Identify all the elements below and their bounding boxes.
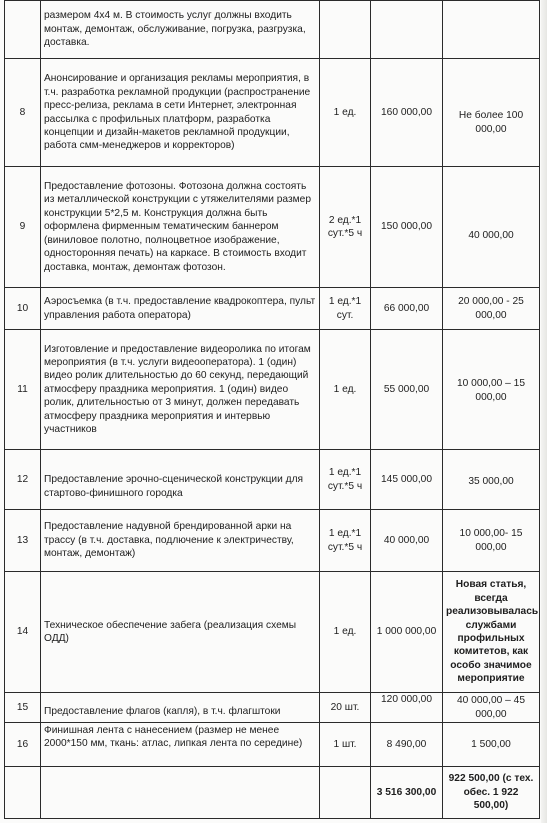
totals-row <box>5 767 540 819</box>
row-limit: Новая статья, всегда реализовывалась службами профильных комитетов, как особо значимое мероприятие <box>443 572 540 693</box>
row-quantity <box>320 1 371 59</box>
table-row <box>5 572 540 693</box>
row-price: 1 000 000,00 <box>371 572 443 693</box>
totals-empty-cell <box>320 767 371 819</box>
row-price: 55 000,00 <box>371 330 443 450</box>
row-number: 13 <box>5 510 41 572</box>
row-quantity: 20 шт. <box>320 693 371 723</box>
table-row <box>5 288 540 330</box>
row-description: Предоставление флагов (капля), в т.ч. флагштоки <box>41 693 320 723</box>
table-row <box>5 723 540 767</box>
row-number: 14 <box>5 572 41 693</box>
row-description: размером 4х4 м. В стоимость услуг должны входить монтаж, демонтаж, обслуживание, погрузка, разгрузка, доставка. <box>41 1 320 59</box>
row-price: 120 000,00 <box>371 693 443 723</box>
row-price: 8 490,00 <box>371 723 443 767</box>
row-description: Предоставление надувной брендированной арки на трассу (в т.ч. доставка, подлючение к электричеству, монтаж, демонтаж) <box>41 510 320 572</box>
row-quantity: 2 ед.*1 сут.*5 ч <box>320 167 371 288</box>
table-row <box>5 1 540 59</box>
row-price: 66 000,00 <box>371 288 443 330</box>
totals-empty-cell <box>41 767 320 819</box>
table-row <box>5 167 540 288</box>
table-row <box>5 450 540 510</box>
row-limit: 40 000,00 <box>443 167 540 288</box>
row-description: Техническое обеспечение забега (реализация схемы ОДД) <box>41 572 320 693</box>
row-quantity: 1 ед.*1 сут.*5 ч <box>320 450 371 510</box>
row-limit <box>443 1 540 59</box>
row-price: 160 000,00 <box>371 59 443 167</box>
row-limit: 40 000,00 – 45 000,00 <box>443 693 540 723</box>
table-row <box>5 693 540 723</box>
total-limit: 922 500,00 (с тех. обес. 1 922 500,00) <box>443 767 540 819</box>
row-description: Предоставление эрочно-сценической конструкции для стартово-финишного городка <box>41 450 320 510</box>
row-quantity: 1 ед.*1 сут. <box>320 288 371 330</box>
row-description: Аэросъемка (в т.ч. предоставление квадрокоптера, пульт управления работа оператора) <box>41 288 320 330</box>
scan-edge <box>541 0 547 823</box>
row-number: 11 <box>5 330 41 450</box>
row-number: 8 <box>5 59 41 167</box>
table-row <box>5 510 540 572</box>
row-quantity: 1 ед. <box>320 572 371 693</box>
row-number: 15 <box>5 693 41 723</box>
row-limit: 35 000,00 <box>443 450 540 510</box>
row-price: 150 000,00 <box>371 167 443 288</box>
row-quantity: 1 ед. <box>320 330 371 450</box>
row-quantity: 1 ед.*1 сут.*5 ч <box>320 510 371 572</box>
row-description: Финишная лента с нанесением (размер не менее 2000*150 мм, ткань: атлас, липкая лента по середине) <box>41 723 320 767</box>
row-limit: Не более 100 000,00 <box>443 59 540 167</box>
row-number: 16 <box>5 723 41 767</box>
row-number: 10 <box>5 288 41 330</box>
estimate-table <box>4 0 540 819</box>
row-limit: 20 000,00 - 25 000,00 <box>443 288 540 330</box>
row-number: 9 <box>5 167 41 288</box>
row-description: Изготовление и предоставление видеоролика по итогам мероприятия (в т.ч. услуги видеооператора). 1 (один) видео ролик длительностью до 60 секунд, передающий атмосферу праздника мероприятия. 1 (один) видео ролик, длительностью от 3 минут, должен передавать атмосферу праздника мероприятия и интервью участников <box>41 330 320 450</box>
table-row <box>5 59 540 167</box>
row-number: 12 <box>5 450 41 510</box>
row-price: 145 000,00 <box>371 450 443 510</box>
row-limit: 1 500,00 <box>443 723 540 767</box>
row-limit: 10 000,00 – 15 000,00 <box>443 330 540 450</box>
row-number <box>5 1 41 59</box>
row-quantity: 1 шт. <box>320 723 371 767</box>
row-description: Предоставление фотозоны. Фотозона должна состоять из металлической конструкции с утяжелителями размер конструкции 5*2,5 м. Конструкция должна быть оформлена фирменным тематическим баннером (виниловое полотно, полноцветное изображение, односторонняя печать) на каркасе. В стоимость входит доставка, монтаж, демонтаж фотозон. <box>41 167 320 288</box>
row-price <box>371 1 443 59</box>
total-price: 3 516 300,00 <box>371 767 443 819</box>
totals-empty-cell <box>5 767 41 819</box>
row-description: Анонсирование и организация рекламы мероприятия, в т.ч. разработка рекламной продукции (распространение пресс-релиза, реклама в сети Интернет, электронная рассылка с профильных платформ, разработка концепции и дизайн-макетов рекламной продукции, работа смм-менеджеров и корректоров) <box>41 59 320 167</box>
table-row <box>5 330 540 450</box>
row-quantity: 1 ед. <box>320 59 371 167</box>
row-price: 40 000,00 <box>371 510 443 572</box>
row-limit: 10 000,00- 15 000,00 <box>443 510 540 572</box>
